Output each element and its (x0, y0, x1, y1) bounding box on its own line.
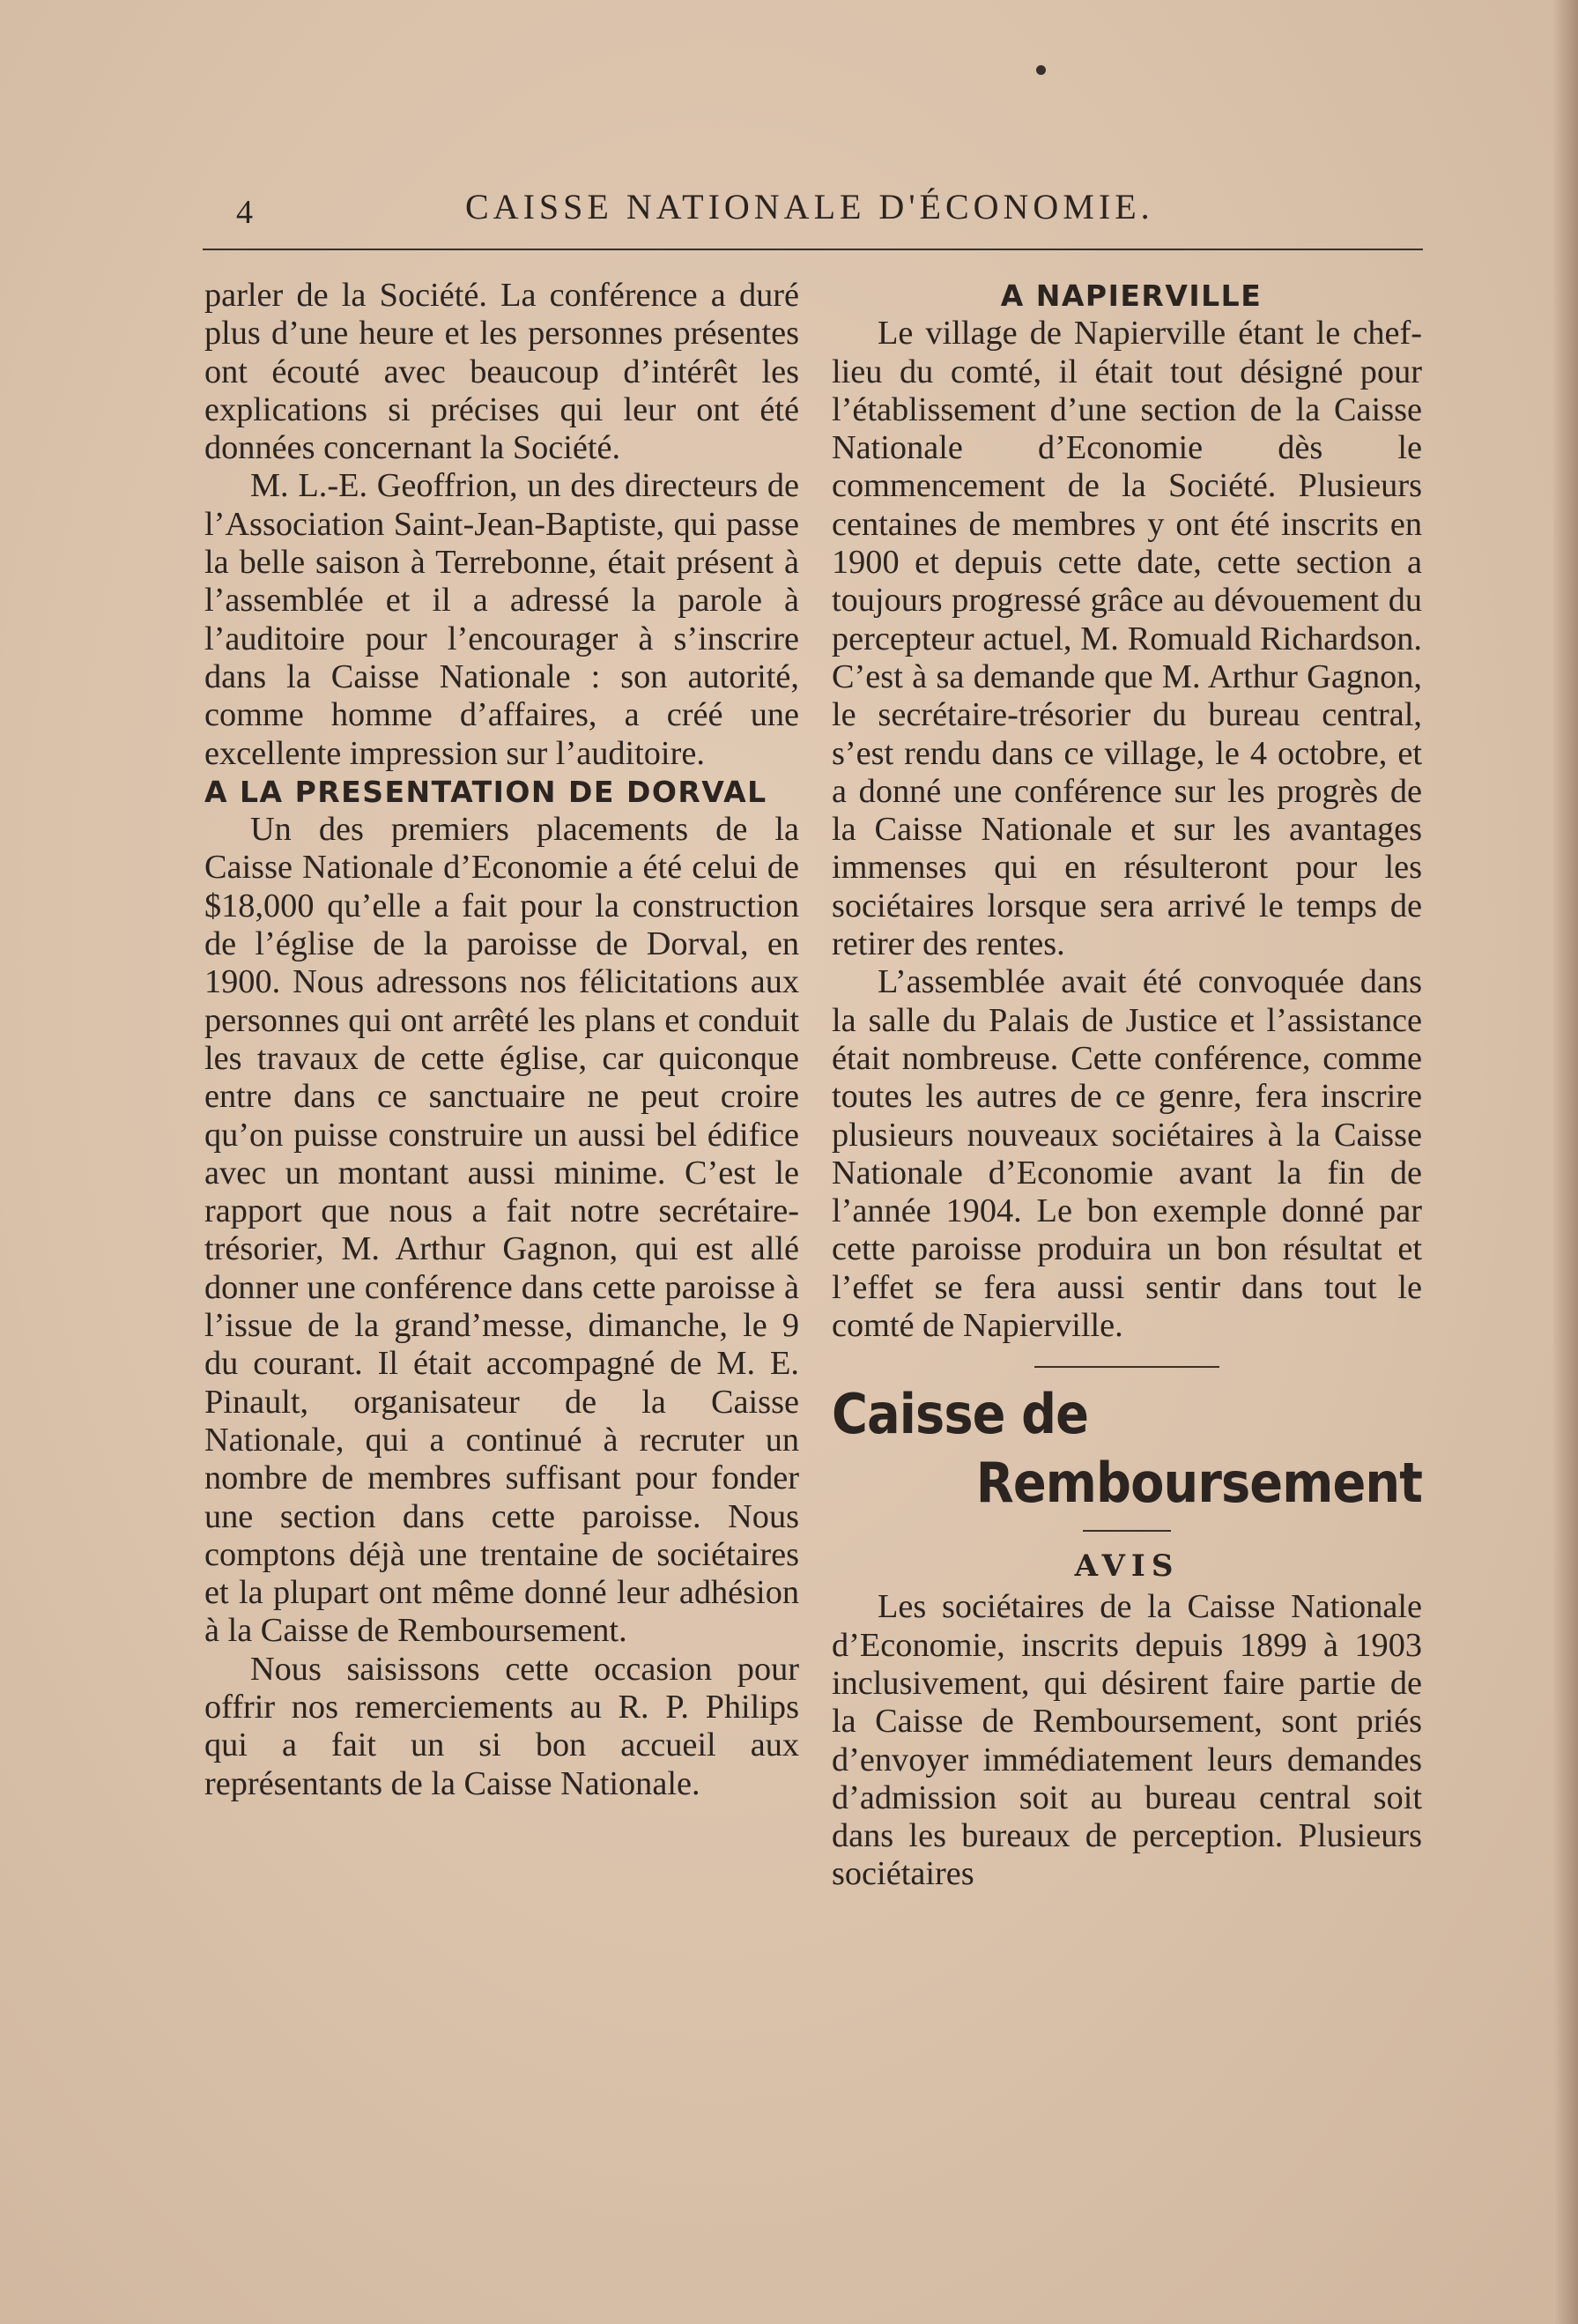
avis-heading: AVIS (1074, 1548, 1180, 1585)
left-column (204, 277, 799, 1803)
right-column (832, 277, 1422, 1894)
left-paragraph-1: parler de la Société. La conférence a duré plus d’une heure et les personnes présentes ont écouté avec beaucoup d’intérêt les explications si précises qui leur ont été données concernant la Société. (204, 277, 799, 467)
left-paragraph-2: M. L.-E. Geoffrion, un des directeurs de l’Association Saint-Jean-Baptiste, qui passe la belle saison à Terrebonne, était présent à l’assemblée et il a adressé la parole à l’auditoire pour l’encourager à s’inscrire dans la Caisse Nationale : son autorité, comme homme d’affaires, a créé une excellente impression sur l’auditoire. (204, 467, 799, 772)
title-divider (1083, 1530, 1171, 1532)
page-number: 4 (236, 194, 254, 231)
left-paragraph-4: Nous saisissons cette occasion pour offrir nos remerciements au R. P. Philips qui a fait un si bon accueil aux représentants de la Caisse Nationale. (204, 1650, 799, 1802)
header-rule (203, 249, 1423, 250)
page-header (236, 181, 1426, 234)
title-remboursement: Remboursement (975, 1451, 1422, 1516)
right-paragraph-2: L’assemblée avait été convoquée dans la salle du Palais de Justice et l’assistance était nombreuse. Cette conférence, comme toutes les autres de ce genre, fera inscrire plusieurs nouveaux sociétaires à la Caisse Nationale d’Economie avant la fin de l’année 1904. Le bon exemple donné par cette paroisse produira un bon résultat et l’effet se fera aussi sentir dans tout le comté de Napierville. (832, 963, 1422, 1345)
title-caisse-de: Caisse de (832, 1382, 1089, 1447)
heading-napierville: A NAPIERVILLE (1000, 278, 1263, 313)
running-title: CAISSE NATIONALE D'ÉCONOMIE. (465, 187, 1154, 226)
right-paragraph-1: Le village de Napierville étant le chef-lieu du comté, il était tout désigné pour l’établissement d’une section de la Caisse Nationale d’Economie dès le commencement de la Société. Plusieurs centaines de membres y ont été inscrits en 1900 et depuis cette date, cette section a toujours progressé grâce au dévouement du percepteur actuel, M. Romuald Richardson. C’est à sa demande que M. Arthur Gagnon, le secrétaire-trésorier du bureau central, s’est rendu dans ce village, le 4 octobre, et a donné une conférence sur les progrès de la Caisse Nationale et sur les avantages immenses qui en résulteront pour les sociétaires lorsque sera arrivé le temps de retirer des rentes. (832, 315, 1422, 963)
page-edge (1553, 0, 1578, 2324)
section-divider (1034, 1366, 1219, 1368)
ink-dot (1036, 65, 1046, 75)
heading-dorval: A LA PRESENTATION DE DORVAL (204, 774, 767, 809)
left-paragraph-3: Un des premiers placements de la Caisse Nationale d’Economie a été celui de $18,000 qu’elle a fait pour la construction de l’église de la paroisse de Dorval, en 1900. Nous adressons nos félicitations aux personnes qui ont arrêté les plans et conduit les travaux de cette église, car quiconque entre dans ce sanctuaire ne peut croire qu’on puisse construire un aussi bel édifice avec un montant aussi minime. C’est le rapport que nous a fait notre secrétaire-trésorier, M. Arthur Gagnon, qui est allé donner une conférence dans cette paroisse à l’issue de la grand’messe, dimanche, le 9 du courant. Il était accompagné de M. E. Pinault, organisateur de la Caisse Nationale, qui a continué à recruter un nombre de membres suffisant pour fonder une section dans cette paroisse. Nous comptons déjà une trentaine de sociétaires et la plupart ont même donné leur adhésion à la Caisse de Remboursement. (204, 811, 799, 1650)
right-paragraph-3: Les sociétaires de la Caisse Nationale d’Economie, inscrits depuis 1899 à 1903 inclusivement, qui désirent faire partie de la Caisse de Remboursement, sont priés d’envoyer immédiatement leurs demandes d’admission soit au bureau central soit dans les bureaux de perception. Plusieurs sociétaires (832, 1588, 1422, 1893)
